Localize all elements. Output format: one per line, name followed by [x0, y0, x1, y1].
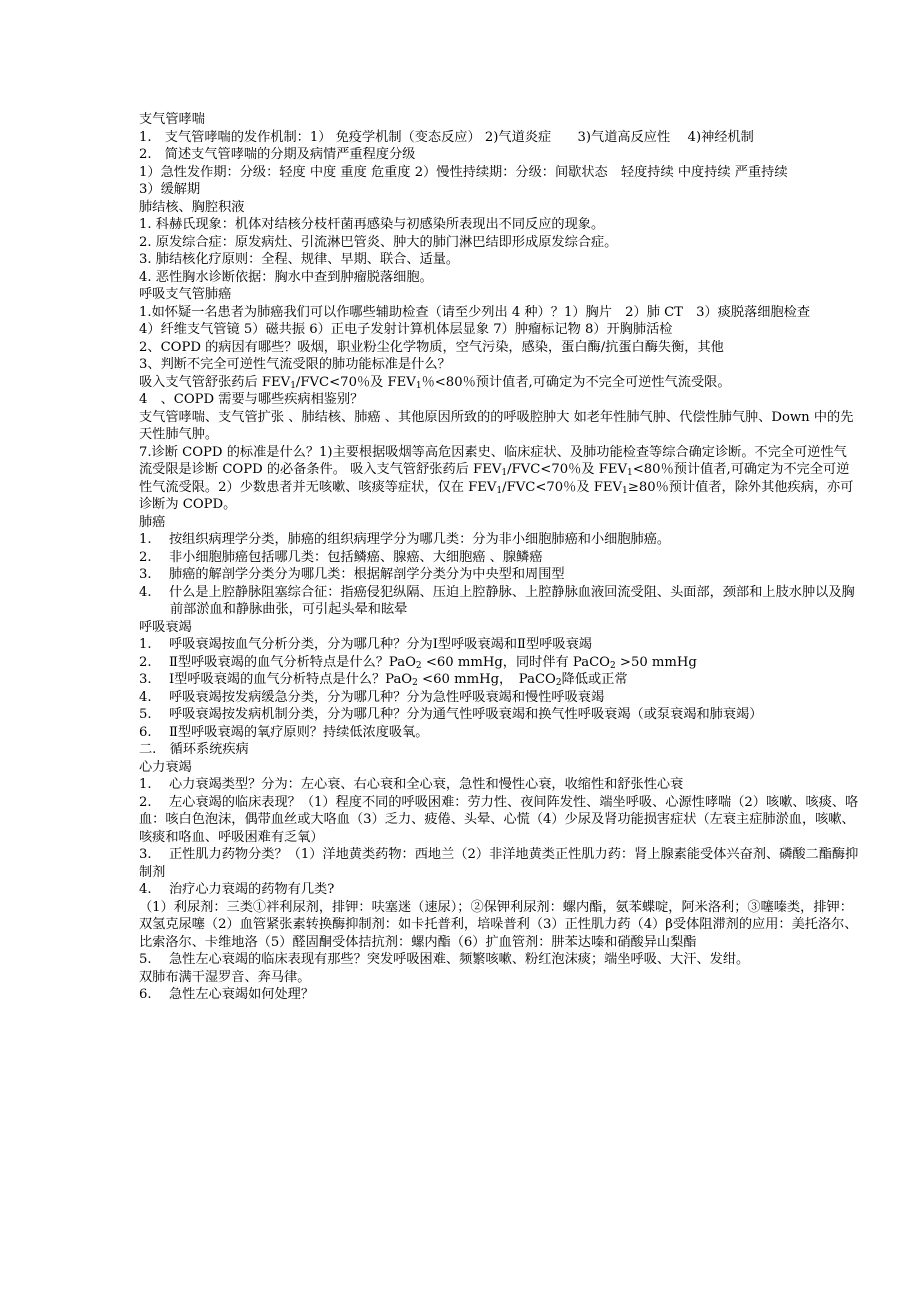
paragraph: 2. 左心衰竭的临床表现？（1）程度不同的呼吸困难：劳力性、夜间阵发性、端坐呼吸、心源性哮喘（2）咳嗽、咳痰、咯血：咳白色泡沫，偶带血丝或大咯血（3）乏力、疲倦、头晕、心慌（4）少尿及肾功能损害症状（左衰主症肺淤血，咳嗽、咳痰和咯血、呼吸困难有乏氧）	[139, 794, 859, 845]
paragraph: 1）急性发作期：分级：轻度 中度 重度 危重度 2）慢性持续期：分级：间歇状态 轻度持续 中度持续 严重持续	[139, 164, 788, 180]
paragraph: 7.诊断 COPD 的标准是什么？1)主要根据吸烟等高危因素史、临床症状、及肺功能检查等综合确定诊断。不完全可逆性气流受限是诊断 COPD 的必备条件。 吸入支气管舒张药后 $FEV_1/FVC<70$％及 $FEV_1<80$％预计值者,可确定为不完全可逆性气流受限。2）少数患者并无咳嗽、咳痰等症状，仅在 $FEV_1/FVC<70$％及 $FEV_1\ge 80$％预计值者，除外其他疾病，亦可诊断为 COPD。	[139, 444, 854, 512]
paragraph: 4. 呼吸衰竭按发病缓急分类，分为哪几种？分为急性呼吸衰竭和慢性呼吸衰竭	[139, 689, 605, 705]
paragraph: 5. 呼吸衰竭按发病机制分类，分为哪几种？分为通气性呼吸衰竭和换气性呼吸衰竭（或泵衰竭和肺衰竭）	[139, 707, 763, 722]
paragraph: 3. 肺癌的解剖学分类分为哪几类：根据解剖学分类分为中央型和周围型	[139, 567, 565, 582]
paragraph: 6. 急性左心衰竭如何处理？	[139, 987, 315, 1002]
paragraph: （1）利尿剂：三类①袢利尿剂，排钾：呋塞迷（速尿）；②保钾利尿剂：螺内酯，氨苯蝶啶，阿米洛利；③噻嗪类，排钾：双氢克尿噻（2）血管紧张素转换酶抑制剂：如卡托普利，培哚普利（3）正性肌力药（4）β受体阻滞剂的应用：美托洛尔、比索洛尔、卡维地洛（5）醛固酮受体拮抗剂：螺内酯（6）扩血管剂：肼苯达嗪和硝酸异山梨酯	[139, 899, 858, 950]
paragraph: 1. 支气管哮喘的发作机制：1） 免疫学机制（变态反应） 2)气道炎症 3)气道高反应性 4)神经机制	[139, 129, 754, 145]
paragraph: 2. Ⅱ型呼吸衰竭的血气分析特点是什么？PaO$_2$ <60 mmHg，同时伴有 PaCO$_2$ >50 mmHg	[139, 654, 697, 671]
section-heading: 心力衰竭	[139, 759, 192, 775]
paragraph: 支气管哮喘、支气管扩张 、肺结核、肺癌 、其他原因所致的的呼吸腔肿大 如老年性肺气肿、代偿性肺气肿、Down 中的先天性肺气肿。	[139, 409, 854, 442]
paragraph: 4. 什么是上腔静脉阻塞综合征：指癌侵犯纵隔、压迫上腔静脉、上腔静脉血液回流受阻、头面部，颈部和上肢水肿以及胸前部淤血和静脉曲张，可引起头晕和眩晕	[139, 584, 855, 617]
paragraph: 2、COPD 的病因有哪些？吸烟，职业粉尘化学物质，空气污染，感染，蛋白酶/抗蛋白酶失衡，其他	[139, 339, 724, 355]
paragraph: 1.如怀疑一名患者为肺癌我们可以作哪些辅助检查（请至少列出 4 种）？1）胸片 2）肺 CT 3）痰脱落细胞检查	[139, 304, 811, 320]
paragraph: 3）缓解期	[139, 182, 201, 197]
paragraph: 2. 简述支气管哮喘的分期及病情严重程度分级	[139, 147, 416, 162]
paragraph: 3. Ⅰ型呼吸衰竭的血气分析特点是什么？PaO$_2$ <60 mmHg， PaCO$_2$降低或正常	[139, 672, 628, 688]
section-heading: 二. 循环系统疾病	[139, 742, 249, 757]
paragraph: 6. Ⅱ型呼吸衰竭的氧疗原则？持续低浓度吸氧。	[139, 724, 429, 740]
paragraph: 1. 心力衰竭类型？分为：左心衰、右心衰和全心衰，急性和慢性心衰，收缩性和舒张性心衰	[139, 777, 684, 792]
paragraph: 1. 按组织病理学分类，肺癌的组织病理学分为哪几类：分为非小细胞肺癌和小细胞肺癌。	[139, 532, 671, 547]
section-heading: 肺结核、胸腔积液	[139, 199, 245, 215]
paragraph: 双肺布满干湿罗音、奔马律。	[139, 969, 311, 985]
paragraph: 吸入支气管舒张药后 $FEV_1/FVC<70$％及 $FEV_1$％<80％预计值者,可确定为不完全可逆性气流受限。	[139, 374, 731, 391]
paragraph: 4）纤维支气管镜 5）磁共振 6）正电子发射计算机体层显象 7）肿瘤标记物 8）开胸肺活检	[139, 322, 673, 337]
paragraph: 2. 原发综合症：原发病灶、引流淋巴管炎、肿大的肺门淋巴结即形成原发综合症。	[139, 234, 618, 250]
section-heading: 肺癌	[139, 514, 166, 530]
paragraph: 1. 科赫氏现象：机体对结核分枝杆菌再感染与初感染所表现出不同反应的现象。	[139, 217, 605, 232]
paragraph: 4. 恶性胸水诊断依据：胸水中查到肿瘤脱落细胞。	[139, 269, 433, 285]
section-heading: 支气管哮喘	[139, 112, 205, 127]
paragraph: 3. 正性肌力药物分类？（1）洋地黄类药物：西地兰（2）非洋地黄类正性肌力药：肾上腺素能受体兴奋剂、磷酸二酯酶抑制剂	[139, 847, 859, 880]
paragraph: 2. 非小细胞肺癌包括哪几类：包括鳞癌、腺癌、大细胞癌 、腺鳞癌	[139, 549, 543, 565]
paragraph: 3、判断不完全可逆性气流受限的肺功能标准是什么？	[139, 357, 451, 372]
document-body	[139, 111, 859, 1004]
section-heading: 呼吸支气管肺癌	[139, 287, 232, 302]
paragraph: 5. 急性左心衰竭的临床表现有那些？突发呼吸困难、频繁咳嗽、粉红泡沫痰；端坐呼吸、大汗、发绀。	[139, 952, 750, 967]
paragraph: 4. 治疗心力衰竭的药物有几类?	[139, 882, 335, 897]
paragraph: 1. 呼吸衰竭按血气分析分类，分为哪几种？分为Ⅰ型呼吸衰竭和Ⅱ型呼吸衰竭	[139, 637, 592, 652]
section-heading: 呼吸衰竭	[139, 619, 192, 635]
paragraph: 4 、COPD 需要与哪些疾病相鉴别？	[139, 392, 364, 407]
paragraph: 3. 肺结核化疗原则：全程、规律、早期、联合、适量。	[139, 252, 460, 267]
